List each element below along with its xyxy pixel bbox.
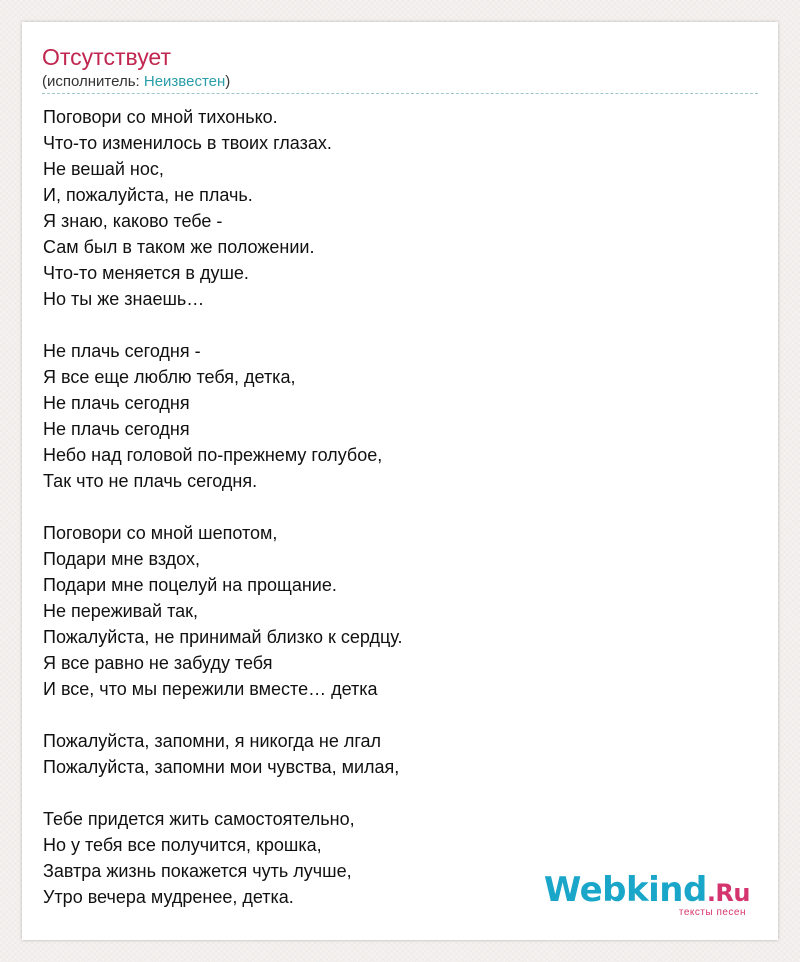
lyrics-line: Так что не плачь сегодня. xyxy=(43,471,258,491)
lyrics-line: Пожалуйста, запомни, я никогда не лгал xyxy=(43,731,382,751)
artist-link[interactable]: Неизвестен xyxy=(143,73,226,90)
lyrics-line: Но у тебя все получится, крошка, xyxy=(43,835,322,855)
lyrics-line: Не плачь сегодня - xyxy=(43,341,201,361)
song-title: Отсутствует xyxy=(42,44,171,70)
lyrics-line: Пожалуйста, не принимай близко к сердцу. xyxy=(43,627,403,647)
lyrics-stanza xyxy=(43,104,743,312)
lyrics-line: Утро вечера мудренее, детка. xyxy=(43,887,294,907)
artist-prefix: (исполнитель: xyxy=(42,73,144,90)
logo-word-suffix: .Ru xyxy=(706,879,750,907)
lyrics-line: И, пожалуйста, не плачь. xyxy=(43,185,253,205)
lyrics-line: Поговори со мной тихонько. xyxy=(43,107,278,127)
lyrics-line: Подари мне вздох, xyxy=(43,549,200,569)
lyrics-line: Я все равно не забуду тебя xyxy=(43,653,273,673)
lyrics-line: Не переживай так, xyxy=(43,601,199,621)
logo-wordmark xyxy=(544,872,750,911)
logo-tagline: тексты песен xyxy=(678,907,746,918)
lyrics-line: Не плачь сегодня xyxy=(43,393,190,413)
lyrics-text xyxy=(43,104,743,936)
lyrics-line: Я все еще люблю тебя, детка, xyxy=(43,367,296,387)
lyrics-line: Тебе придется жить самостоятельно, xyxy=(43,809,355,829)
lyrics-line: Я знаю, каково тебе - xyxy=(43,211,223,231)
lyrics-line: И все, что мы пережили вместе… детка xyxy=(43,679,378,699)
title-divider xyxy=(42,93,758,94)
lyrics-stanza xyxy=(43,520,743,702)
lyrics-line: Небо над головой по-прежнему голубое, xyxy=(43,445,383,465)
lyrics-line: Подари мне поцелуй на прощание. xyxy=(43,575,337,595)
lyrics-stanza xyxy=(43,728,743,780)
artist-suffix: ) xyxy=(225,73,231,90)
lyrics-line: Поговори со мной шепотом, xyxy=(43,523,278,543)
lyrics-stanza xyxy=(43,338,743,494)
lyrics-line: Не плачь сегодня xyxy=(43,419,190,439)
lyrics-line: Пожалуйста, запомни мои чувства, милая, xyxy=(43,757,400,777)
lyrics-line: Не вешай нос, xyxy=(43,159,164,179)
lyrics-line: Завтра жизнь покажется чуть лучше, xyxy=(43,861,352,881)
lyrics-card xyxy=(22,22,778,940)
lyrics-line: Что-то изменилось в твоих глазах. xyxy=(43,133,332,153)
logo-word-main: Webkind xyxy=(543,870,707,910)
lyrics-line: Но ты же знаешь… xyxy=(43,289,205,309)
site-logo[interactable] xyxy=(544,872,750,918)
lyrics-line: Сам был в таком же положении. xyxy=(43,237,315,257)
artist-line xyxy=(42,73,230,91)
lyrics-line: Что-то меняется в душе. xyxy=(43,263,249,283)
